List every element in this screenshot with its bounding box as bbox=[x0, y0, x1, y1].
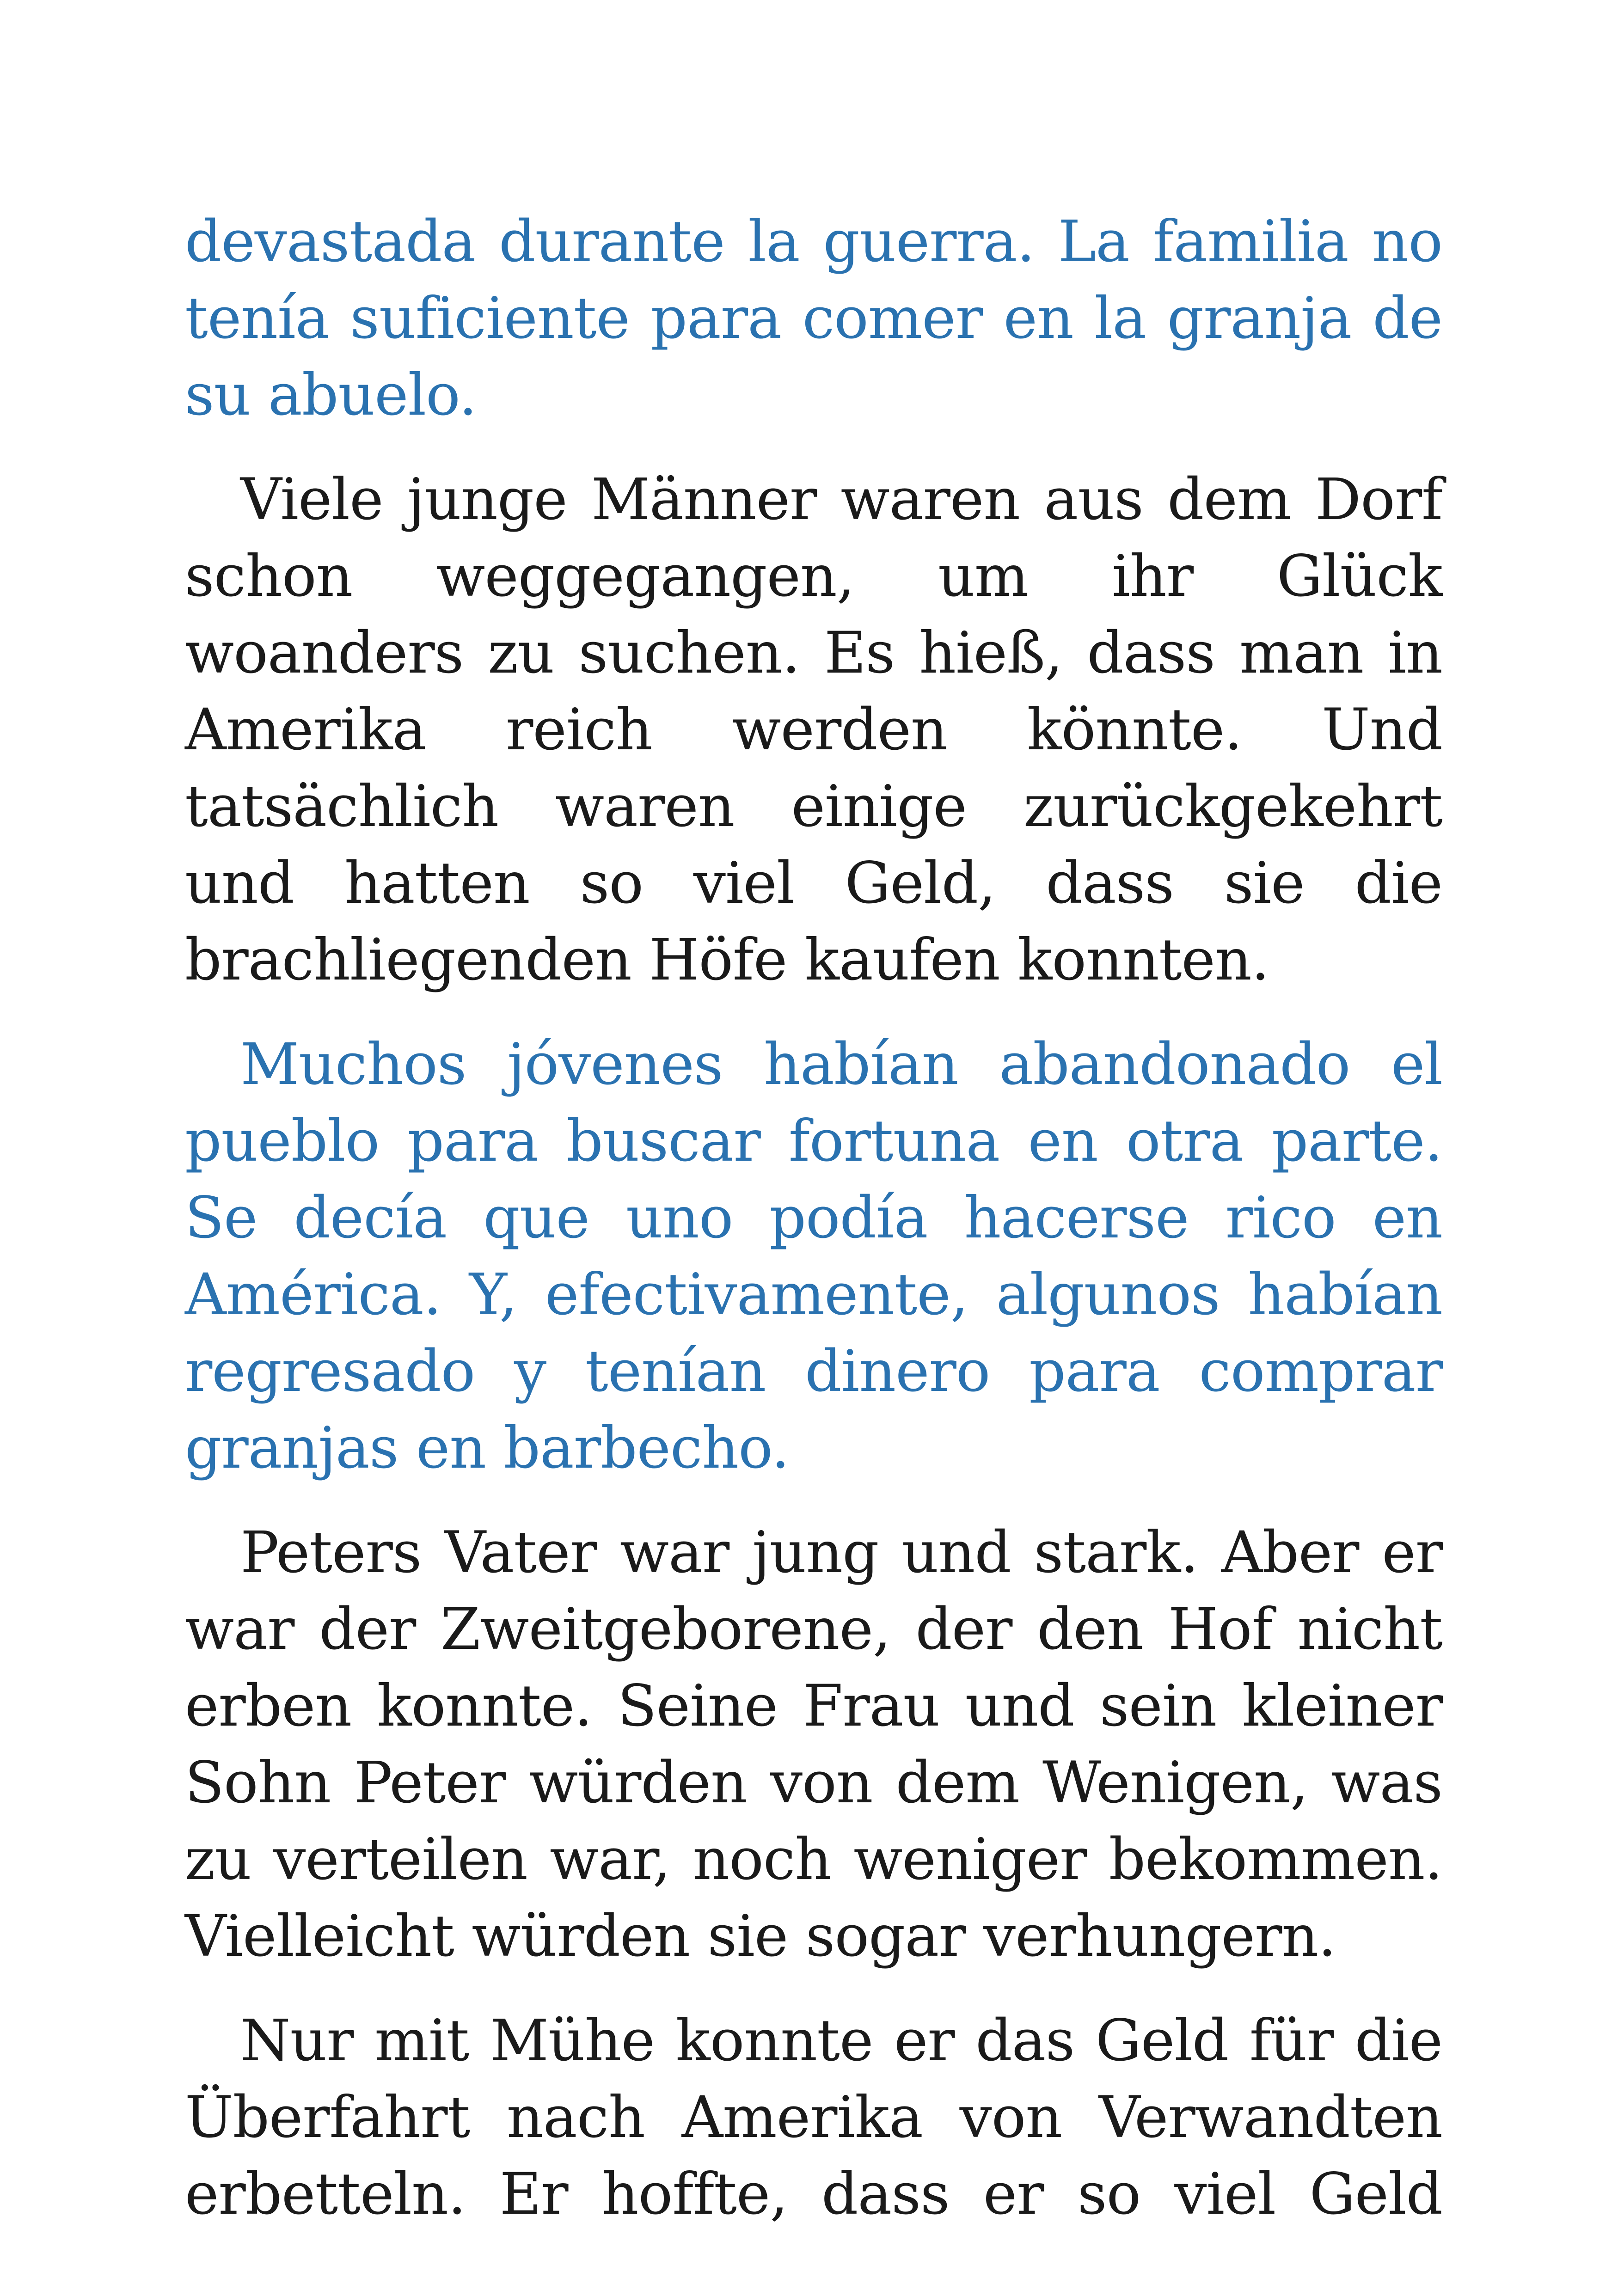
paragraph-german-2: Peters Vater war jung und stark. Aber er war der Zweitgeborene, der den Hof nicht erben konnte. Seine Frau und sein kleiner Sohn Peter würden von dem Wenigen, was zu verteilen war, noch weniger bekommen. Vielleicht würden sie sogar verhungern. bbox=[185, 1519, 1442, 1970]
paragraph-german-3: Nur mit Mühe konnte er das Geld für die Überfahrt nach Amerika von Verwandten erbetteln. Er hoffte, dass er so viel Geld bbox=[185, 2008, 1442, 2228]
book-page-text bbox=[185, 203, 1442, 2233]
paragraph-spanish-1: devastada durante la guerra. La familia no tenía suficiente para comer en la granja de su abuelo. bbox=[185, 208, 1442, 429]
paragraph-german-1: Viele junge Männer waren aus dem Dorf schon weggegangen, um ihr Glück woanders zu suchen. Es hieß, dass man in Amerika reich werden könnte. Und tatsächlich waren einige zurückgekehrt und hatten so viel Geld, dass sie die brachliegenden Höfe kaufen konnten. bbox=[185, 466, 1442, 993]
paragraph-spanish-2: Muchos jóvenes habían abandonado el pueblo para buscar fortuna en otra parte. Se decía que uno podía hacerse rico en América. Y, efectivamente, algunos habían regresado y tenían dinero para comprar granjas en barbecho. bbox=[185, 1031, 1442, 1482]
